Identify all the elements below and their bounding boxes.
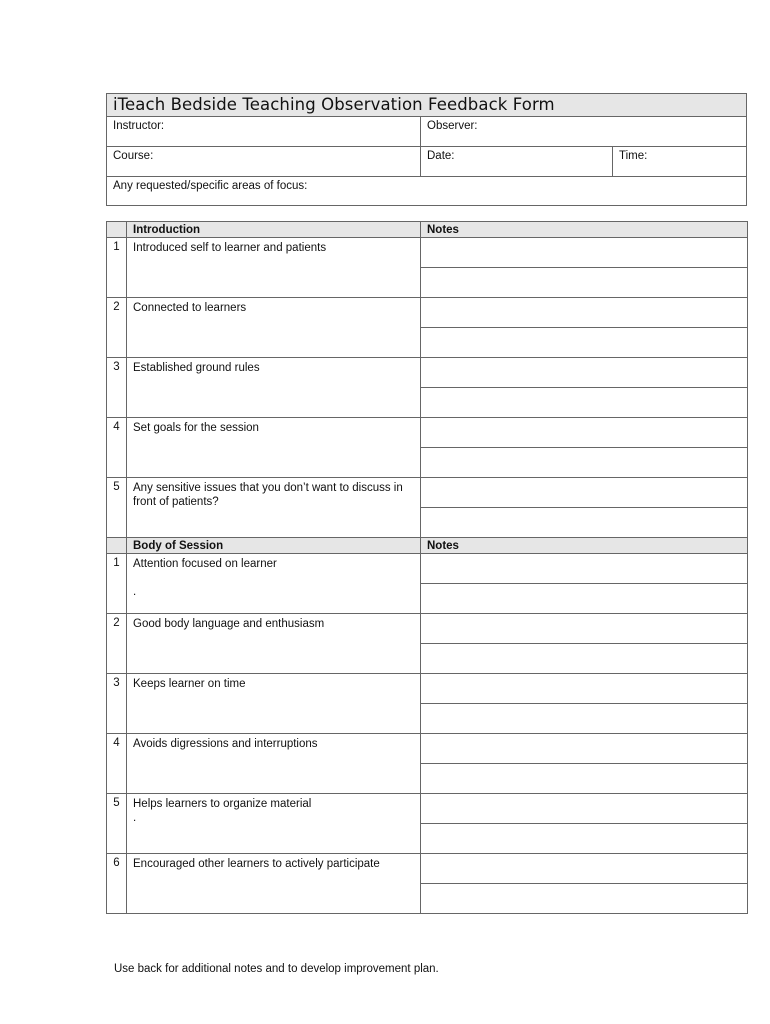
time-label: Time: bbox=[619, 150, 648, 162]
date-field[interactable] bbox=[420, 147, 612, 176]
footer-note: Use back for additional notes and to develop improvement plan. bbox=[114, 963, 439, 975]
notes-field[interactable] bbox=[421, 764, 748, 794]
notes-field[interactable] bbox=[421, 298, 748, 328]
notes-field[interactable] bbox=[421, 824, 748, 854]
notes-field[interactable] bbox=[421, 854, 748, 884]
notes-field[interactable] bbox=[421, 584, 748, 614]
table-row bbox=[107, 554, 748, 584]
item-number: 4 bbox=[107, 418, 127, 478]
notes-field[interactable] bbox=[421, 644, 748, 674]
notes-field[interactable] bbox=[421, 734, 748, 764]
instructor-field[interactable] bbox=[107, 117, 420, 146]
introduction-heading: Introduction bbox=[127, 222, 421, 238]
notes-field[interactable] bbox=[421, 328, 748, 358]
item-text: Established ground rules bbox=[127, 358, 421, 418]
item-number: 3 bbox=[107, 358, 127, 418]
notes-field[interactable] bbox=[421, 388, 748, 418]
item-extra: . bbox=[133, 586, 137, 598]
focus-row bbox=[107, 177, 746, 206]
item-text: Avoids digressions and interruptions bbox=[127, 734, 421, 794]
notes-field[interactable] bbox=[421, 238, 748, 268]
table-row bbox=[107, 614, 748, 644]
item-text: Any sensitive issues that you don’t want to discuss in front of patients? bbox=[127, 478, 421, 538]
item-number: 5 bbox=[107, 794, 127, 854]
item-number: 6 bbox=[107, 854, 127, 914]
notes-field[interactable] bbox=[421, 794, 748, 824]
item-number: 4 bbox=[107, 734, 127, 794]
item-number: 1 bbox=[107, 238, 127, 298]
section-num-cell bbox=[107, 222, 127, 238]
introduction-header-row bbox=[107, 222, 748, 238]
form-title: iTeach Bedside Teaching Observation Feedback Form bbox=[107, 94, 746, 117]
introduction-notes-heading: Notes bbox=[421, 222, 748, 238]
item-number: 3 bbox=[107, 674, 127, 734]
observation-table bbox=[106, 221, 748, 914]
item-number: 2 bbox=[107, 614, 127, 674]
body-notes-heading: Notes bbox=[421, 538, 748, 554]
item-number: 2 bbox=[107, 298, 127, 358]
notes-field[interactable] bbox=[421, 478, 748, 508]
body-header-row bbox=[107, 538, 748, 554]
date-label: Date: bbox=[427, 150, 455, 162]
notes-field[interactable] bbox=[421, 884, 748, 914]
item-cell bbox=[127, 794, 421, 854]
observer-label: Observer: bbox=[427, 120, 478, 132]
notes-field[interactable] bbox=[421, 614, 748, 644]
instructor-observer-row bbox=[107, 117, 746, 147]
notes-field[interactable] bbox=[421, 358, 748, 388]
notes-field[interactable] bbox=[421, 448, 748, 478]
notes-field[interactable] bbox=[421, 268, 748, 298]
item-cell bbox=[127, 554, 421, 614]
item-text: Introduced self to learner and patients bbox=[127, 238, 421, 298]
focus-label: Any requested/specific areas of focus: bbox=[113, 180, 308, 192]
item-text: Set goals for the session bbox=[127, 418, 421, 478]
item-text: Keeps learner on time bbox=[127, 674, 421, 734]
section-num-cell bbox=[107, 538, 127, 554]
table-row bbox=[107, 478, 748, 508]
item-number: 5 bbox=[107, 478, 127, 538]
table-row bbox=[107, 674, 748, 704]
item-text: Encouraged other learners to actively participate bbox=[127, 854, 421, 914]
item-text: Good body language and enthusiasm bbox=[127, 614, 421, 674]
item-text: Connected to learners bbox=[127, 298, 421, 358]
item-text: Helps learners to organize material bbox=[133, 798, 312, 810]
item-text: Attention focused on learner bbox=[133, 558, 277, 570]
course-date-time-row bbox=[107, 147, 746, 177]
notes-field[interactable] bbox=[421, 674, 748, 704]
table-row bbox=[107, 418, 748, 448]
course-field[interactable] bbox=[107, 147, 420, 176]
table-row bbox=[107, 358, 748, 388]
notes-field[interactable] bbox=[421, 554, 748, 584]
observer-field[interactable] bbox=[420, 117, 746, 146]
instructor-label: Instructor: bbox=[113, 120, 165, 132]
table-row bbox=[107, 238, 748, 268]
table-row bbox=[107, 794, 748, 824]
item-number: 1 bbox=[107, 554, 127, 614]
table-row bbox=[107, 298, 748, 328]
body-heading: Body of Session bbox=[127, 538, 421, 554]
focus-field[interactable] bbox=[107, 177, 746, 206]
form-header bbox=[106, 93, 747, 206]
time-field[interactable] bbox=[612, 147, 746, 176]
notes-field[interactable] bbox=[421, 704, 748, 734]
table-row bbox=[107, 734, 748, 764]
item-extra: . bbox=[133, 812, 137, 824]
notes-field[interactable] bbox=[421, 508, 748, 538]
course-label: Course: bbox=[113, 150, 154, 162]
table-row bbox=[107, 854, 748, 884]
notes-field[interactable] bbox=[421, 418, 748, 448]
